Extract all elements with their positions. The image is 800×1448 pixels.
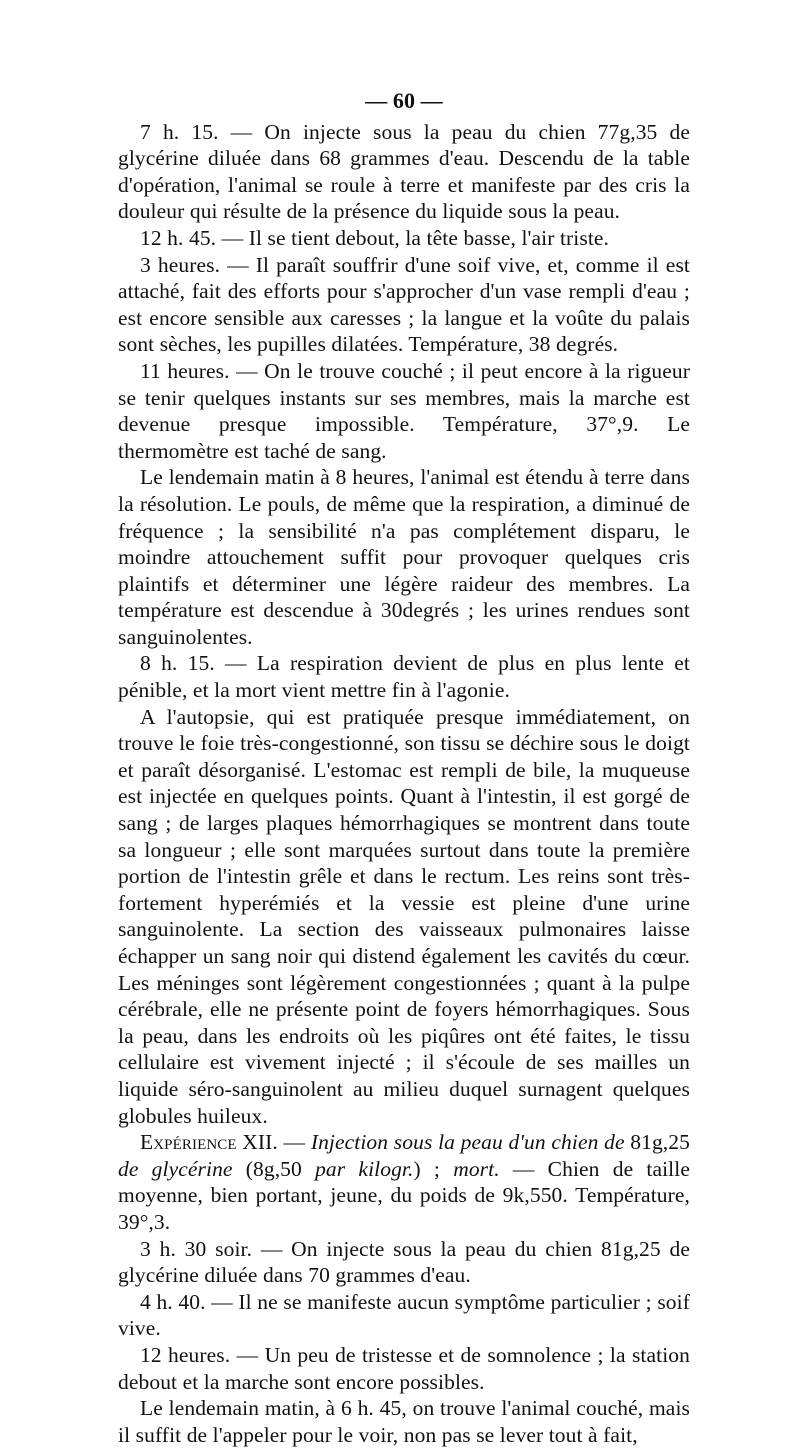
paragraph-3h30: 3 h. 30 soir. — On injecte sous la peau du chien 81g,25 de glycérine diluée dans 70 grammes d'eau. (118, 1236, 690, 1288)
experiment-title-part1: Injection sous la peau d'un chien de (310, 1130, 631, 1155)
experiment-per-kilo-text: par kilogr. (315, 1156, 414, 1181)
paragraph-4h40: 4 h. 40. — Il ne se manifeste aucun symptôme particulier ; soif vive. (118, 1289, 690, 1341)
paragraph-12-heures: 12 heures. — Un peu de tristesse et de somnolence ; la station debout et la marche sont encore possibles. (118, 1342, 690, 1394)
experiment-per-kilo-open: (8g,50 (245, 1156, 316, 1181)
paragraph-lendemain: Le lendemain matin à 8 heures, l'animal est étendu à terre dans la résolution. Le pouls, de même que la respiration, a diminué de fréquence ; la sensibilité n'a pas complétement disparu, le moindre attouchement suffit pour provoquer quelques cris plaintifs et déterminer une légère raideur des membres. La température est descendue à 30degrés ; les urines rendues sont sanguinolentes. (118, 465, 690, 649)
paragraph-8h15: 8 h. 15. — La respiration devient de plus en plus lente et pénible, et la mort vient mettre fin à l'agonie. (118, 651, 690, 703)
paragraph-3-heures: 3 heures. — Il paraît souffrir d'une soif vive, et, comme il est attaché, fait des efforts pour s'approcher d'un vase rempli d'eau ; est encore sensible aux caresses ; la langue et la voûte du palais sont sèches, les pupilles dilatées. Température, 38 degrés. (118, 252, 690, 357)
experiment-title-part2: de glycérine (118, 1156, 246, 1181)
paragraph-11-heures: 11 heures. — On le trouve couché ; il peut encore à la rigueur se tenir quelques instants sur ses membres, mais la marche est devenue presque impossible. Température, 37°,9. Le thermomètre est taché de sang. (118, 358, 690, 463)
experiment-label: Expérience XII. (140, 1130, 278, 1155)
book-page (118, 88, 690, 1448)
experiment-heading (118, 1129, 690, 1235)
paragraph-7h15: 7 h. 15. — On injecte sous la peau du chien 77g,35 de glycérine diluée dans 68 grammes d'eau. Descendu de la table d'opération, l'animal se roule à terre et manifeste par des cris la douleur qui résulte de la présence du liquide sous la peau. (118, 119, 690, 224)
paragraph-lendemain-6h45: Le lendemain matin, à 6 h. 45, on trouve l'animal couché, mais il suffit de l'appeler pour le voir, non pas se lever tout à fait, (118, 1396, 690, 1447)
experiment-dash: — (277, 1130, 311, 1155)
paragraph-autopsie: A l'autopsie, qui est pratiquée presque immédiatement, on trouve le foie très-congestionné, son tissu se déchire sous le doigt et paraît désorganisé. L'estomac est rempli de bile, la muqueuse est injectée en quelques points. Quant à l'intestin, il est gorgé de sang ; de larges plaques hémorrhagiques se montrent dans toute sa longueur ; elle sont marquées surtout dans toute la première portion de l'intestin grêle et dans le rectum. Les reins sont très-fortement hyperémiés et la vessie est pleine d'une urine sanguinolente. La section des vaisseaux pulmonaires laisse échapper un sang noir qui distend également les cavités du cœur. Les méninges sont légèrement congestionnées ; quant à la pulpe cérébrale, elle ne présente point de foyers hémorrhagiques. Sous la peau, dans les endroits où les piqûres ont été faites, le tissu cellulaire est vivement injecté ; il s'écoule de ses mailles un liquide séro-sanguinolent au milieu duquel surnagent quelques globules huileux. (118, 704, 690, 1128)
experiment-outcome: mort. (453, 1156, 500, 1181)
experiment-per-kilo-close: ) ; (413, 1156, 454, 1181)
paragraph-12h45: 12 h. 45. — Il se tient debout, la tête basse, l'air triste. (140, 225, 610, 250)
experiment-dose: 81g,25 (630, 1130, 690, 1155)
page-number: — 60 — (365, 88, 443, 113)
experiment-description: — Chien de taille moyenne, bien portant, jeune, du poids de 9k,550. Température, 39°,3. (118, 1156, 690, 1234)
